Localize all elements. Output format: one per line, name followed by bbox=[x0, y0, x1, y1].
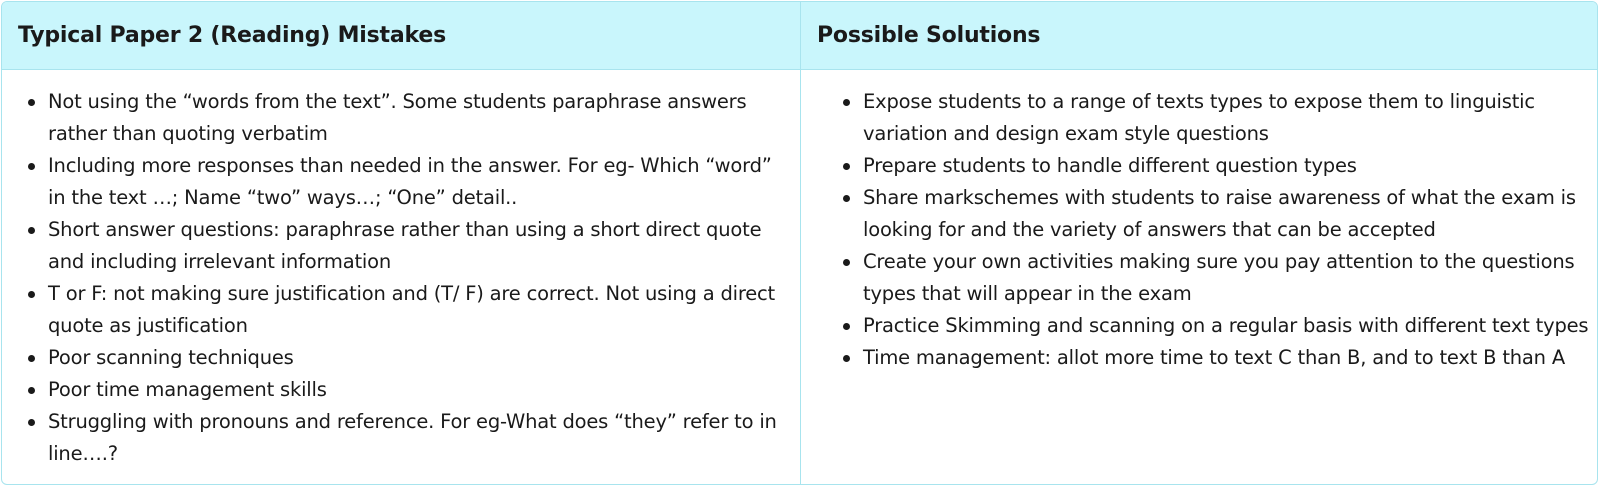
mistakes-solutions-table bbox=[1, 1, 1598, 485]
table-body-row bbox=[2, 70, 1597, 484]
mistake-item: T or F: not making sure justification and (T/ F) are correct. Not using a direct quote as justification bbox=[48, 278, 792, 342]
mistake-item: Including more responses than needed in the answer. For eg- Which “word” in the text …; Name “two” ways…; “One” detail.. bbox=[48, 150, 792, 214]
mistake-item: Struggling with pronouns and reference. For eg-What does “they” refer to in line….? bbox=[48, 406, 792, 470]
solution-item: Create your own activities making sure you pay attention to the questions types that will appear in the exam bbox=[863, 246, 1589, 310]
solution-item: Practice Skimming and scanning on a regular basis with different text types bbox=[863, 310, 1589, 342]
mistakes-list bbox=[2, 86, 800, 470]
solution-item: Time management: allot more time to text C than B, and to text B than A bbox=[863, 342, 1589, 374]
table-header-row bbox=[2, 2, 1597, 70]
solution-item: Prepare students to handle different question types bbox=[863, 150, 1589, 182]
mistake-item: Poor time management skills bbox=[48, 374, 792, 406]
header-mistakes: Typical Paper 2 (Reading) Mistakes bbox=[2, 2, 801, 69]
solutions-list bbox=[817, 86, 1597, 374]
solutions-cell bbox=[801, 70, 1597, 484]
mistake-item: Not using the “words from the text”. Some students paraphrase answers rather than quoting verbatim bbox=[48, 86, 792, 150]
solution-item: Share markschemes with students to raise awareness of what the exam is looking for and the variety of answers that can be accepted bbox=[863, 182, 1589, 246]
mistake-item: Poor scanning techniques bbox=[48, 342, 792, 374]
header-solutions: Possible Solutions bbox=[817, 23, 1041, 48]
solution-item: Expose students to a range of texts types to expose them to linguistic variation and design exam style questions bbox=[863, 86, 1589, 150]
mistake-item: Short answer questions: paraphrase rather than using a short direct quote and including irrelevant information bbox=[48, 214, 792, 278]
mistakes-cell bbox=[2, 70, 801, 484]
